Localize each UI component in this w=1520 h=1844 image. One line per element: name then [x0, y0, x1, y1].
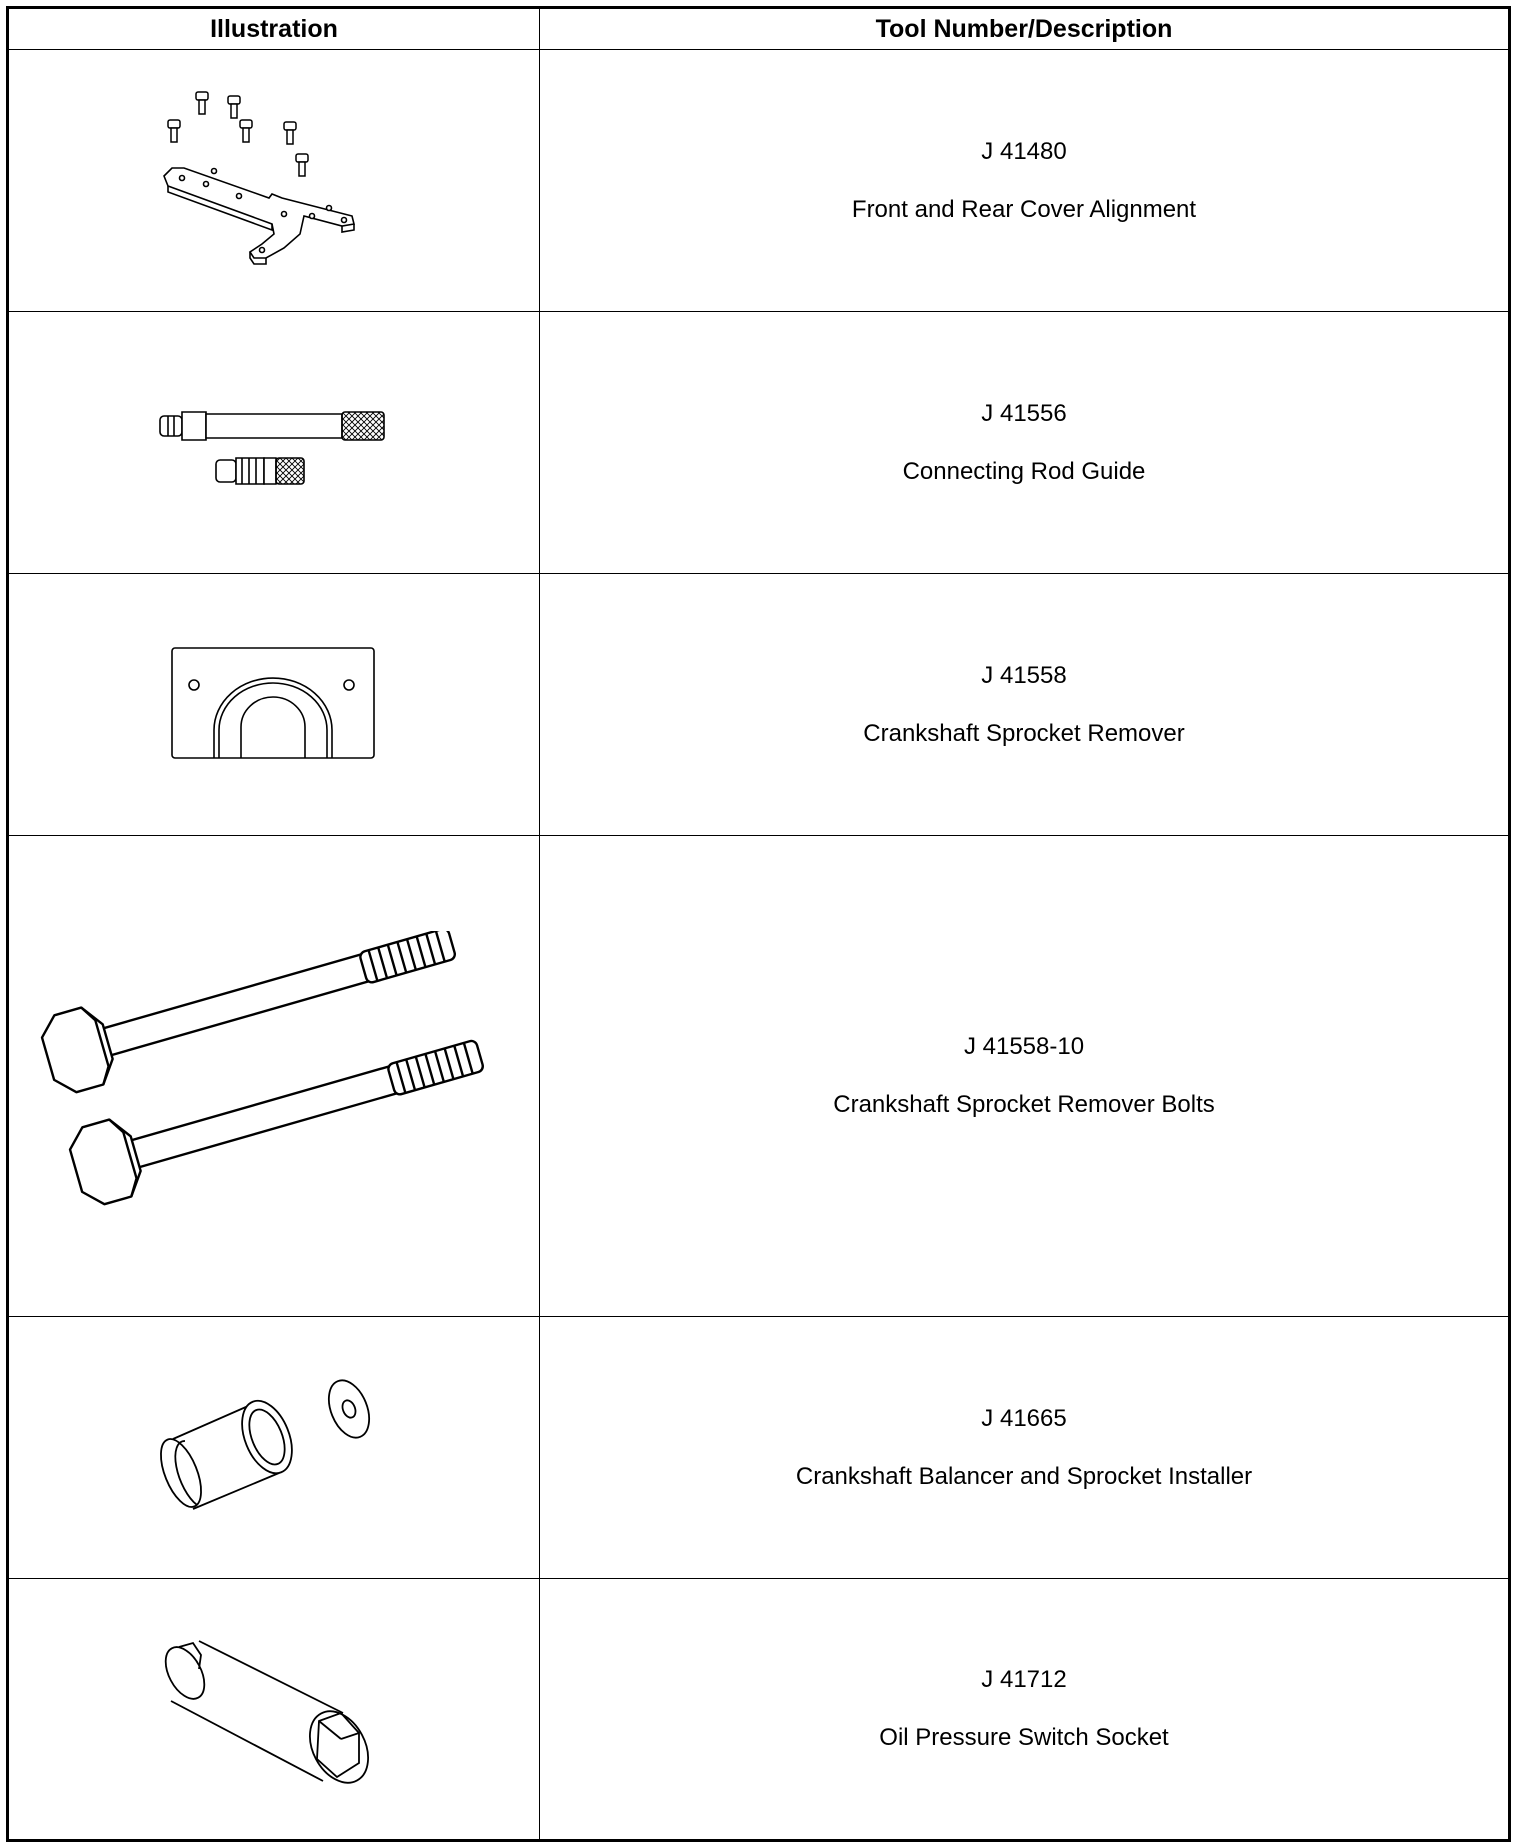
tool-number: J 41558-10 — [963, 1033, 1085, 1060]
illustration-cell — [8, 50, 540, 312]
tool-number: J 41665 — [981, 1404, 1067, 1432]
description-cell — [540, 574, 1510, 836]
tool-description: Crankshaft Sprocket Remover — [863, 719, 1185, 747]
description-cell — [540, 1579, 1510, 1841]
table-row — [8, 1317, 1510, 1579]
description-cell — [540, 1317, 1510, 1579]
installer-illustration — [159, 1373, 389, 1523]
tool-number: J 41556 — [981, 399, 1067, 427]
illustration-column-header: Illustration — [8, 8, 540, 50]
tool-description: Oil Pressure Switch Socket — [879, 1724, 1169, 1751]
tool-number: J 41558 — [981, 661, 1067, 689]
description-cell — [540, 836, 1510, 1317]
table-header-row — [8, 8, 1510, 50]
illustration-cell — [8, 836, 540, 1317]
special-tools-table — [6, 6, 1511, 1842]
table-row — [8, 50, 1510, 312]
tool-number: J 41480 — [981, 137, 1067, 165]
table-row — [8, 1579, 1510, 1841]
switch-socket-illustration — [159, 1629, 389, 1789]
tool-description: Crankshaft Balancer and Sprocket Installer — [795, 1462, 1253, 1490]
rod-guide-illustration — [154, 398, 394, 488]
illustration-cell — [8, 312, 540, 574]
tool-description: Connecting Rod Guide — [902, 457, 1146, 485]
description-cell — [540, 312, 1510, 574]
tool-description: Front and Rear Cover Alignment — [851, 195, 1197, 223]
illustration-cell — [8, 574, 540, 836]
illustration-cell — [8, 1579, 540, 1841]
table-row — [8, 574, 1510, 836]
tool-number: J 41712 — [981, 1666, 1067, 1693]
alignment-plate-illustration — [154, 86, 394, 276]
illustration-cell — [8, 1317, 540, 1579]
remover-bolts-illustration — [39, 931, 509, 1221]
description-column-header: Tool Number/Description — [540, 8, 1510, 50]
table-row — [8, 836, 1510, 1317]
description-cell — [540, 50, 1510, 312]
sprocket-remover-illustration — [169, 645, 379, 765]
tool-description: Crankshaft Sprocket Remover Bolts — [833, 1091, 1215, 1118]
table-row — [8, 312, 1510, 574]
